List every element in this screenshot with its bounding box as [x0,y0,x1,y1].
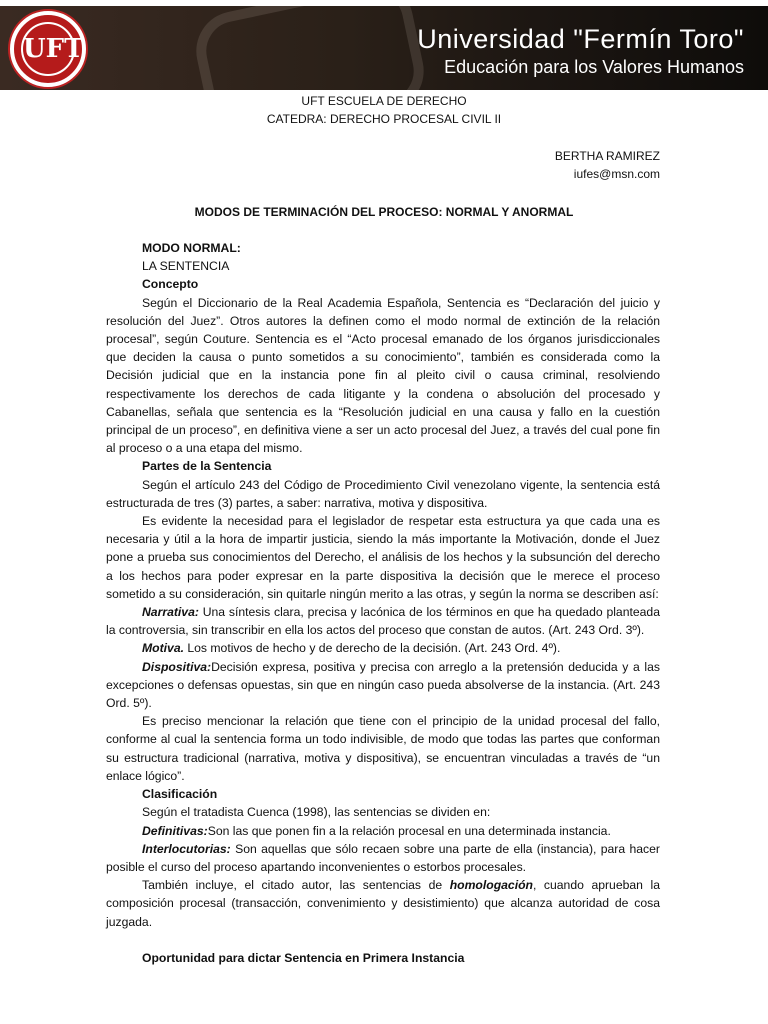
paragraph-clasificacion: Según el tratadista Cuenca (1998), las sentencias se dividen en: [142,805,491,820]
text-homolog-pre: También incluye, el citado autor, las sentencias de [142,878,450,893]
item-motiva [106,639,660,657]
text-narrativa: Una síntesis clara, precisa y lacónica de los términos en que ha quedado planteada la controversia, sin transcribir en ella los actos del proceso que constan de autos. (Art. 243 Ord. 3º). [106,605,660,638]
university-name: Universidad "Fermín Toro" [417,24,744,54]
school-line: UFT ESCUELA DE DERECHO [301,94,467,108]
text-interlocutorias: Son aquellas que sólo recaen sobre una parte de ella (instancia), para hacer posible el curso del proceso apartando inconvenientes o estorbos procesales. [106,841,660,874]
text-motiva: Los motivos de hecho y de derecho de la decisión. (Art. 243 Ord. 4º). [183,641,561,656]
author-email: iufes@msn.com [573,167,660,181]
heading-concepto: Concepto [142,277,199,292]
term-narrativa: Narrativa: [142,605,199,620]
paragraph-homologacion [106,876,660,931]
item-narrativa [106,603,660,639]
text-definitivas: Son las que ponen fin a la relación procesal en una determinada instancia. [207,823,611,838]
term-motiva: Motiva. [142,641,184,656]
term-homologacion: homologación [449,878,533,893]
header-banner [0,6,768,90]
seal-monogram: UFT [23,24,73,74]
spacer [106,931,660,949]
course-line: CATEDRA: DERECHO PROCESAL CIVIL II [266,112,502,126]
heading-partes: Partes de la Sentencia [142,459,272,474]
paragraph-partes-2: Es evidente la necesidad para el legislador de respetar esta estructura ya que cada una es necesaria y útil a la hora de impartir justicia, siendo la más importante la Motivación, donde el Juez pone a prueba sus conocimientos del Derecho, el análisis de los hechos y la subsunción del derecho a los hechos para poder expresar en la parte dispositiva la decisión que le merece el proceso sometido a su consideración, sin quitarle ningún merito a las otras, y según la norma se describen así: [106,514,660,601]
item-interlocutorias [106,840,660,876]
university-motto: Educación para los Valores Humanos [444,57,744,77]
subheading-sentencia: LA SENTENCIA [142,259,230,274]
item-definitivas [106,822,660,840]
text-homolog-post: , cuando aprueban la composición procesal (transacción, convenimiento y desistimiento) que alcanza autoridad de cosa juzgada. [106,878,660,929]
paragraph-unidad: Es preciso mencionar la relación que tiene con el principio de la unidad procesal del fallo, conforme al cual la sentencia forma un todo indivisible, de modo que todas las partes que conforman su estructura tradicional (narrativa, motiva y dispositiva), se encuentran vinculadas a través de “un enlace lógico”. [106,714,660,783]
term-definitivas: Definitivas: [142,823,208,838]
paragraph-partes-1: Según el artículo 243 del Código de Procedimiento Civil venezolano vigente, la sentencia está estructurada de tres (3) partes, a saber: narrativa, motiva y dispositiva. [106,477,660,510]
document-title: MODOS DE TERMINACIÓN DEL PROCESO: NORMAL Y ANORMAL [194,205,574,219]
university-seal [8,9,88,89]
heading-oportunidad: Oportunidad para dictar Sentencia en Primera Instancia [142,950,465,965]
paragraph-concepto: Según el Diccionario de la Real Academia Española, Sentencia es “Declaración del juicio y resolución del Juez”. Otros autores la definen como el modo normal de extinción de la relación procesal”, según Couture. Sentencia es el “Acto procesal emanado de los órganos jurisdiccionales que deciden la causa o punto sometidos a su conocimiento”, también es considerada como la Decisión judicial que en la instancia pone fin al pleito civil o causa criminal, resolviendo respectivamente los derechos de cada litigante y la condena o absolución del procesado y Cabanellas, señala que sentencia es la “Resolución judicial en una causa y fallo en la cuestión principal de un proceso”, en definitiva viene a ser un acto procesal del Juez, a través del cual pone fin al proceso o a una etapa del mismo. [106,295,660,456]
watermark-logo [189,6,431,90]
term-dispositiva: Dispositiva: [142,659,212,674]
document-body [106,239,660,967]
item-dispositiva [106,658,660,713]
heading-modo-normal: MODO NORMAL: [142,241,241,255]
term-interlocutorias: Interlocutorias: [142,841,231,856]
author-name: BERTHA RAMIREZ [554,149,660,163]
heading-clasificacion: Clasificación [142,787,218,802]
text-dispositiva: Decisión expresa, positiva y precisa con arreglo a la pretensión deducida y a las excepciones o defensas opuestas, sin que en ningún caso pueda absolverse de la instancia. (Art. 243 Ord. 5º). [106,659,660,711]
